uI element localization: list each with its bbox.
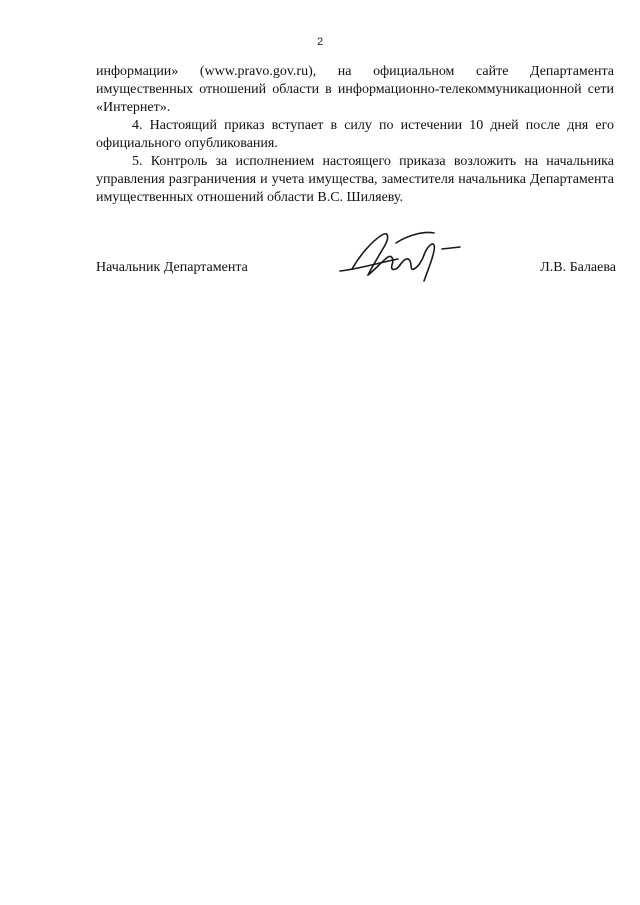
- page-number: 2: [316, 36, 324, 48]
- paragraph-item-4: 4. Настоящий приказ вступает в силу по истечении 10 дней после дня его официального опубликования.: [96, 118, 614, 151]
- document-body: [96, 63, 614, 207]
- signature-block: [96, 255, 616, 285]
- signatory-title: Начальник Департамента: [96, 260, 248, 275]
- paragraph-item-5: 5. Контроль за исполнением настоящего приказа возложить на начальника управления разграничения и учета имущества, заместителя начальника Департамента имущественных отношений области В.С. Шиляеву.: [96, 154, 614, 205]
- signatory-name: Л.В. Балаева: [540, 260, 616, 275]
- paragraph-publication-continued: информации» (www.pravo.gov.ru), на официальном сайте Департамента имущественных отношений области в информационно-телекоммуникационной сети «Интернет».: [96, 64, 614, 115]
- handwritten-signature-icon: [338, 225, 468, 287]
